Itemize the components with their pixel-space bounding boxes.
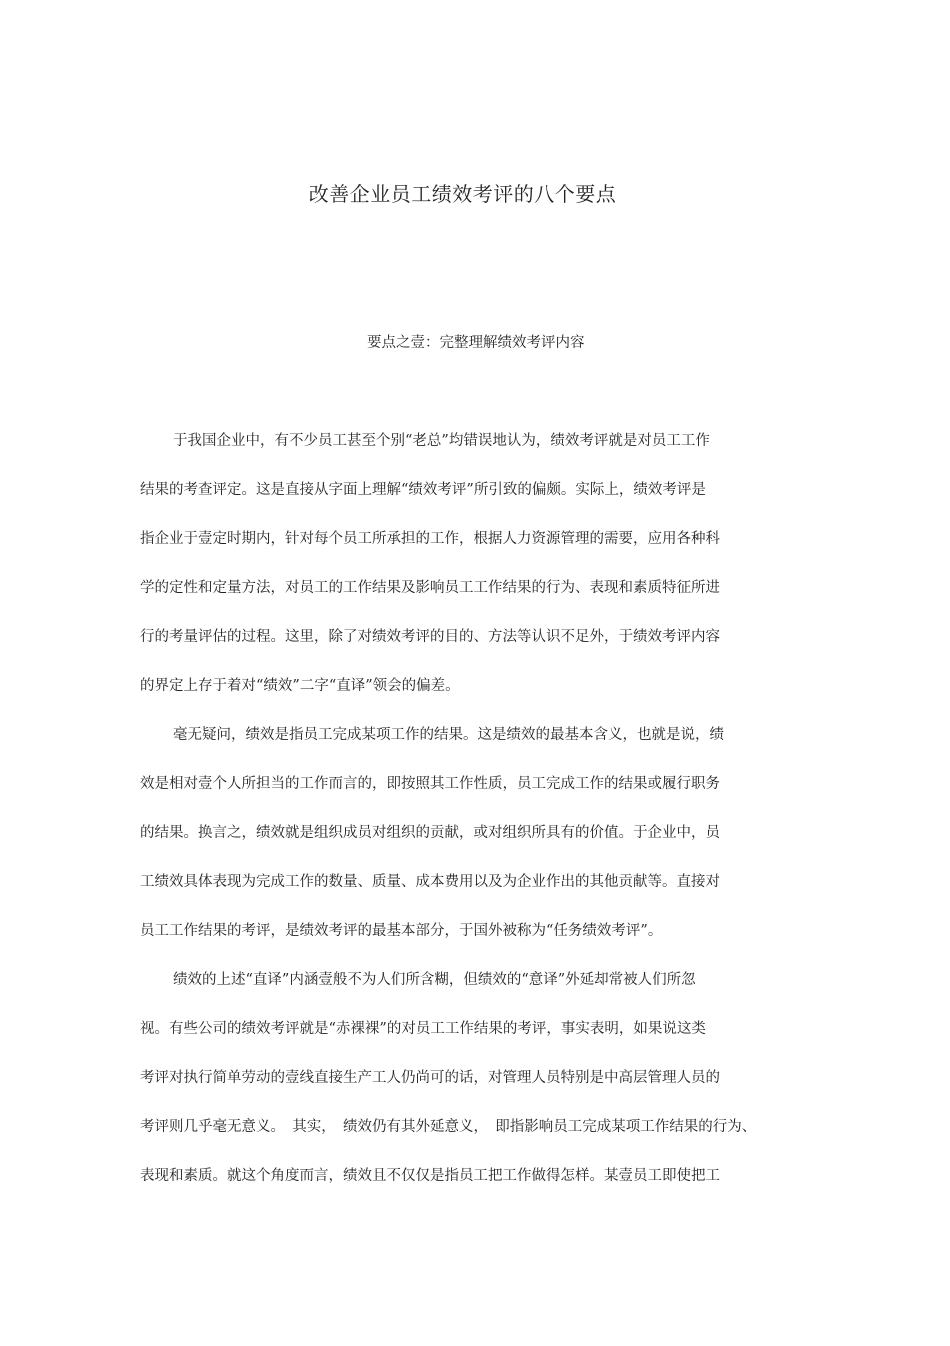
paragraph-line: 指企业于壹定时期内，针对每个员工所承担的工作，根据人力资源管理的需要，应用各种科 <box>140 531 720 547</box>
paragraph-line: 的结果。换言之，绩效就是组织成员对组织的贡献，或对组织所具有的价值。于企业中，员 <box>140 825 720 841</box>
paragraph-line: 效是相对壹个人所担当的工作而言的，即按照其工作性质，员工完成工作的结果或履行职务 <box>140 776 720 792</box>
document-title: 改善企业员工绩效考评的八个要点 <box>308 182 617 206</box>
paragraph-line: 学的定性和定量方法，对员工的工作结果及影响员工工作结果的行为、表现和素质特征所进 <box>140 580 720 596</box>
paragraph-line: 考评则几乎毫无意义。 其实， 绩效仍有其外延意义， 即指影响员工完成某项工作结果的行为、 <box>140 1119 757 1135</box>
paragraph-line: 毫无疑问，绩效是指员工完成某项工作的结果。这是绩效的最基本含义，也就是说，绩 <box>173 727 724 743</box>
paragraph-line: 员工工作结果的考评，是绩效考评的最基本部分，于国外被称为“任务绩效考评”。 <box>140 923 663 939</box>
paragraph-line: 绩效的上述“直译”内涵壹般不为人们所含糊，但绩效的“意译”外延却常被人们所忽 <box>173 972 696 988</box>
body-text <box>140 428 800 1212</box>
paragraph-line: 于我国企业中，有不少员工甚至个别“老总”均错误地认为，绩效考评就是对员工工作 <box>173 433 710 449</box>
paragraph-line: 考评对执行简单劳动的壹线直接生产工人仍尚可的话，对管理人员特别是中高层管理人员的 <box>140 1070 720 1086</box>
paragraph-line: 视。有些公司的绩效考评就是“赤裸裸”的对员工工作结果的考评，事实表明，如果说这类 <box>140 1021 706 1037</box>
paragraph-line: 结果的考查评定。这是直接从字面上理解“绩效考评”所引致的偏颇。实际上，绩效考评是 <box>140 482 706 498</box>
section-heading: 要点之壹：完整理解绩效考评内容 <box>367 335 585 351</box>
paragraph-line: 的界定上存于着对“绩效”二字“直译”领会的偏差。 <box>140 678 460 694</box>
paragraph-line: 工绩效具体表现为完成工作的数量、质量、成本费用以及为企业作出的其他贡献等。直接对 <box>140 874 720 890</box>
paragraph-line: 表现和素质。就这个角度而言，绩效且不仅仅是指员工把工作做得怎样。某壹员工即使把工 <box>140 1168 720 1184</box>
paragraph-line: 行的考量评估的过程。这里，除了对绩效考评的目的、方法等认识不足外，于绩效考评内容 <box>140 629 720 645</box>
